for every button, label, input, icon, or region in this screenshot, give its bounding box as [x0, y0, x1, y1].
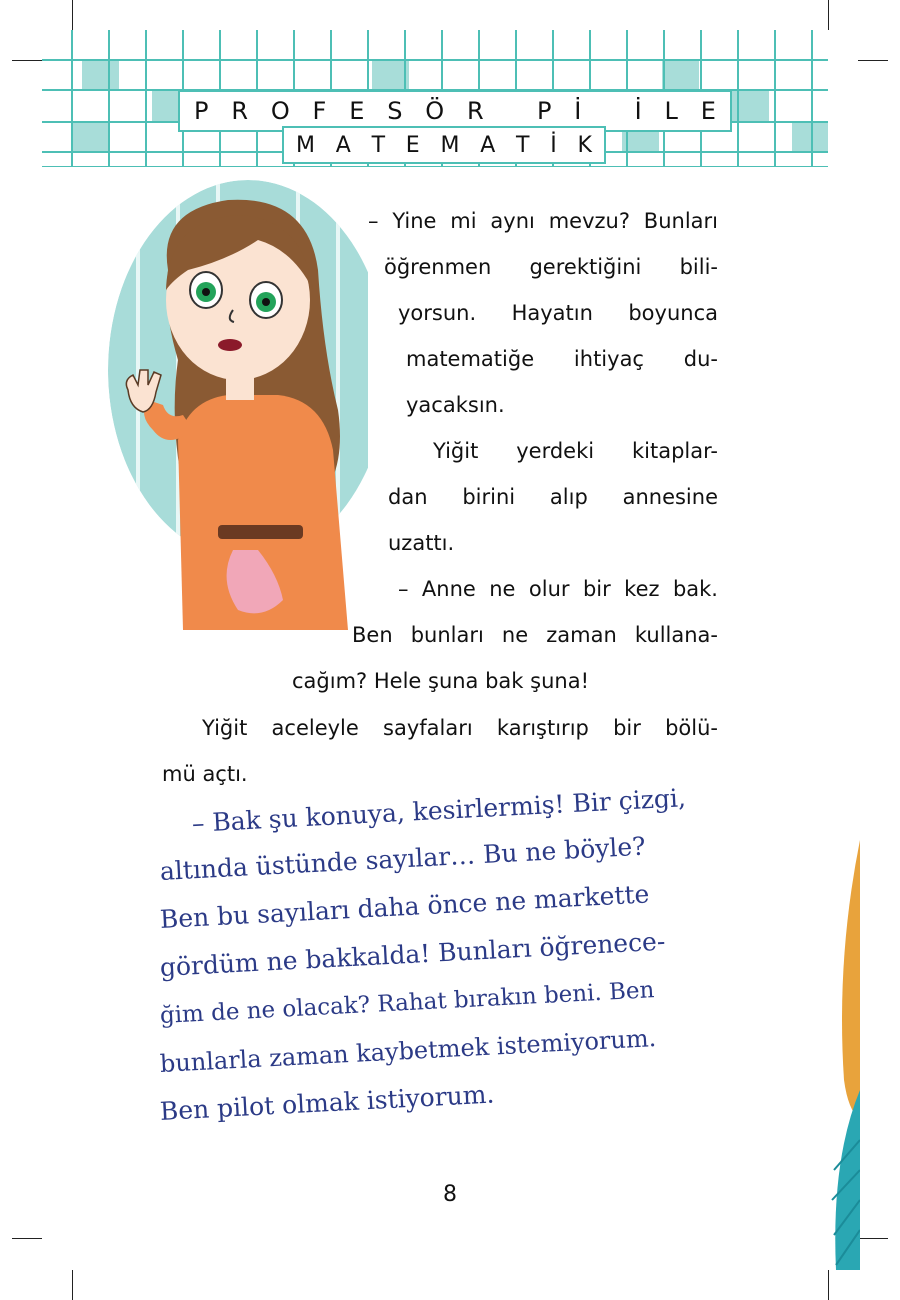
crop-mark	[828, 0, 829, 30]
title-letter: O	[270, 97, 290, 125]
handwritten-line: bunlarla zaman kaybetmek istemiyorum.	[159, 1024, 657, 1078]
title-letters-2	[284, 128, 604, 162]
handwritten-line: altında üstünde sayılar… Bu ne böyle?	[159, 831, 647, 886]
title-letter: K	[577, 132, 592, 158]
title-letter: S	[387, 97, 403, 125]
crop-mark	[72, 0, 73, 30]
handwritten-line: ğim de ne olacak? Rahat bırakın beni. Ben	[159, 977, 655, 1029]
crop-mark	[858, 60, 888, 61]
title-letter	[506, 97, 514, 125]
crop-mark	[858, 1238, 888, 1239]
title-letter: M	[440, 132, 460, 158]
text-line: Yiğit aceleyle sayfaları karıştırıp bir bölü-	[202, 716, 718, 740]
text-line: Yiğit yerdeki kitaplar-	[433, 439, 718, 463]
dialogue-block-1	[368, 198, 718, 428]
handwritten-text-block	[159, 783, 730, 1136]
crop-mark	[72, 1270, 73, 1300]
text-line: yacaksın.	[406, 393, 505, 417]
text-line: – Yine mi aynı mevzu? Bunları	[368, 209, 718, 233]
crop-mark	[828, 1270, 829, 1300]
title-letter: M	[296, 132, 315, 158]
handwritten-line: gördüm ne bakkalda! Bunları öğrenece-	[159, 926, 666, 982]
handwritten-line: – Bak şu konuya, kesirlermiş! Bir çizgi,	[191, 783, 687, 838]
title-letter: E	[349, 97, 365, 125]
title-letter: A	[335, 132, 351, 158]
crop-mark	[12, 1238, 42, 1239]
title-letter: F	[312, 97, 327, 125]
title-letter: E	[700, 97, 716, 125]
text-line: mü açtı.	[162, 762, 248, 786]
text-line: Ben bunları ne zaman kullana-	[352, 623, 718, 647]
title-letter: İ	[550, 132, 557, 158]
text-line: cağım? Hele şuna bak şuna!	[292, 669, 589, 693]
title-letter: Ö	[425, 97, 445, 125]
title-letter: E	[405, 132, 420, 158]
text-line: matematiğe ihtiyaç du-	[406, 347, 718, 371]
title-letter: P	[194, 97, 209, 125]
title-letter: R	[466, 97, 484, 125]
title-letter: R	[231, 97, 248, 125]
woman-in-orange-dress-illustration	[108, 180, 368, 630]
title-letter: L	[664, 97, 678, 125]
title-letter: P	[536, 97, 552, 125]
title-letter: İ	[634, 97, 642, 125]
title-letter: A	[480, 132, 496, 158]
title-letter	[604, 97, 612, 125]
page-number: 8	[443, 1182, 457, 1207]
crop-mark	[12, 60, 42, 61]
title-letters-1	[180, 92, 730, 130]
text-line: uzattı.	[388, 531, 455, 555]
handwritten-line: Ben bu sayıları daha önce ne markette	[159, 879, 650, 934]
text-line: dan birini alıp annesine	[388, 485, 718, 509]
handwritten-line: Ben pilot olmak istiyorum.	[159, 1079, 496, 1126]
header-title-line2	[282, 126, 606, 164]
title-letter: T	[371, 132, 386, 158]
text-line: yorsun. Hayatın boyunca	[398, 301, 718, 325]
title-letter: T	[516, 132, 530, 158]
text-line: – Anne ne olur bir kez bak.	[398, 577, 718, 601]
text-line: öğrenmen gerektiğini bili-	[384, 255, 718, 279]
dialogue-block-2	[388, 428, 718, 566]
title-letter: İ	[574, 97, 582, 125]
dialogue-block-3	[292, 566, 718, 704]
